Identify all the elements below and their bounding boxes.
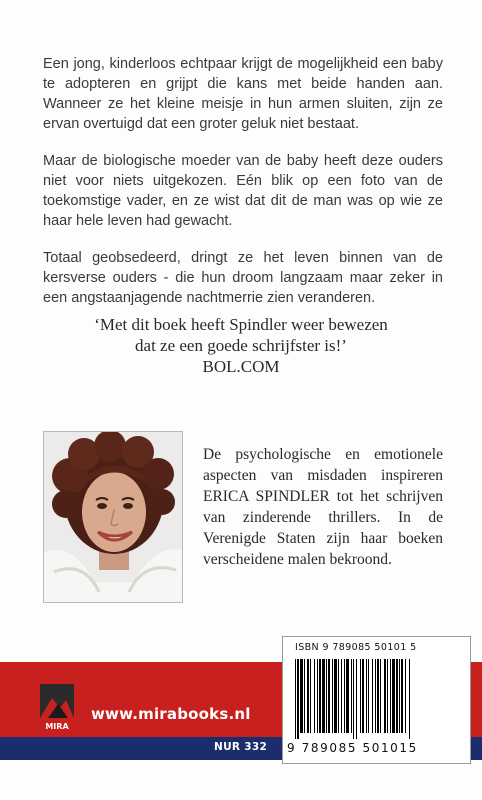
nur-code: NUR 332 [214, 741, 268, 753]
barcode-bar [384, 659, 386, 733]
barcode-bar [396, 659, 398, 733]
barcode-bar [317, 659, 318, 733]
barcode-bar [366, 659, 367, 733]
mira-logo [38, 684, 78, 732]
barcode-bar [401, 659, 403, 733]
barcode-bar [319, 659, 321, 733]
barcode-bar [297, 659, 299, 739]
author-name: ERICA SPINDLER [203, 487, 330, 505]
barcode-bar [300, 659, 303, 733]
barcode-bar [399, 659, 400, 733]
barcode-bar [338, 659, 339, 733]
review-quote [40, 314, 442, 377]
barcode-bar [390, 659, 391, 733]
author-bio-intro: De psychologische en emotionele aspecten van misdaden inspireren [203, 445, 443, 484]
barcode-bar [392, 659, 395, 733]
barcode-bar [310, 659, 311, 733]
barcode-bar [362, 659, 364, 733]
barcode-bar [322, 659, 325, 733]
barcode-bar [368, 659, 369, 733]
barcode-bar [360, 659, 361, 733]
barcode-bar [351, 659, 352, 733]
blurb-paragraph-2: Maar de biologische moeder van de baby heeft deze ouders niet voor niets uitgekozen. Eén blik op een foto van de toekomstige vader, en ze wist dat dit de man was op wie ze haar hele leven had gewacht. [43, 152, 443, 229]
barcode-bar [328, 659, 330, 733]
isbn-label: ISBN 9 789085 50101 5 [295, 642, 417, 653]
review-quote-line-2: dat ze een goede schrijfster is!’ [135, 336, 347, 355]
barcode-bar [372, 659, 373, 733]
barcode-bar [307, 659, 309, 733]
barcode-bar [405, 659, 406, 733]
barcode-bars [295, 659, 461, 739]
barcode-bar [353, 659, 354, 739]
barcode-bar [409, 659, 410, 739]
barcode-bar [377, 659, 379, 733]
blurb-paragraph-1: Een jong, kinderloos echtpaar krijgt de mogelijkheid een baby te adopteren en grijpt die kans met beide handen aan. Wanneer ze het kleine meisje in hun armen sluiten, zijn ze ervan overtuigd dat een groter geluk niet bestaat. [43, 55, 443, 132]
barcode-bar [332, 659, 333, 733]
barcode-bar [295, 659, 296, 739]
isbn-barcode [282, 636, 471, 764]
review-source: BOL.COM [202, 357, 280, 376]
barcode-bar [314, 659, 315, 733]
barcode-bar [380, 659, 381, 733]
barcode-digits: 9 789085 501015 [287, 741, 418, 755]
mira-logo-text: MIRA [45, 722, 69, 731]
barcode-bar [304, 659, 305, 733]
author-photo [43, 431, 183, 603]
blurb-paragraph-3: Totaal geobsedeerd, dringt ze het leven binnen van de kersverse ouders - die hun droom langzaam maar zeker in een angstaanjagende nachtmerrie zien veranderen. [43, 249, 443, 306]
publisher-website-link[interactable]: www.mirabooks.nl [91, 705, 251, 723]
barcode-bar [356, 659, 357, 739]
author-bio [203, 444, 443, 570]
barcode-bar [341, 659, 342, 733]
barcode-bar [387, 659, 388, 733]
barcode-bar [326, 659, 327, 733]
barcode-bar [375, 659, 376, 733]
review-quote-line-1: ‘Met dit boek heeft Spindler weer bewezen [94, 315, 388, 334]
barcode-bar [334, 659, 337, 733]
author-bio-rest: tot het schrijven van zinderende thrillers. In de Verenigde Staten zijn haar boeken verscheidene malen bekroond. [203, 487, 443, 568]
barcode-bar [346, 659, 349, 733]
barcode-bar [344, 659, 345, 733]
